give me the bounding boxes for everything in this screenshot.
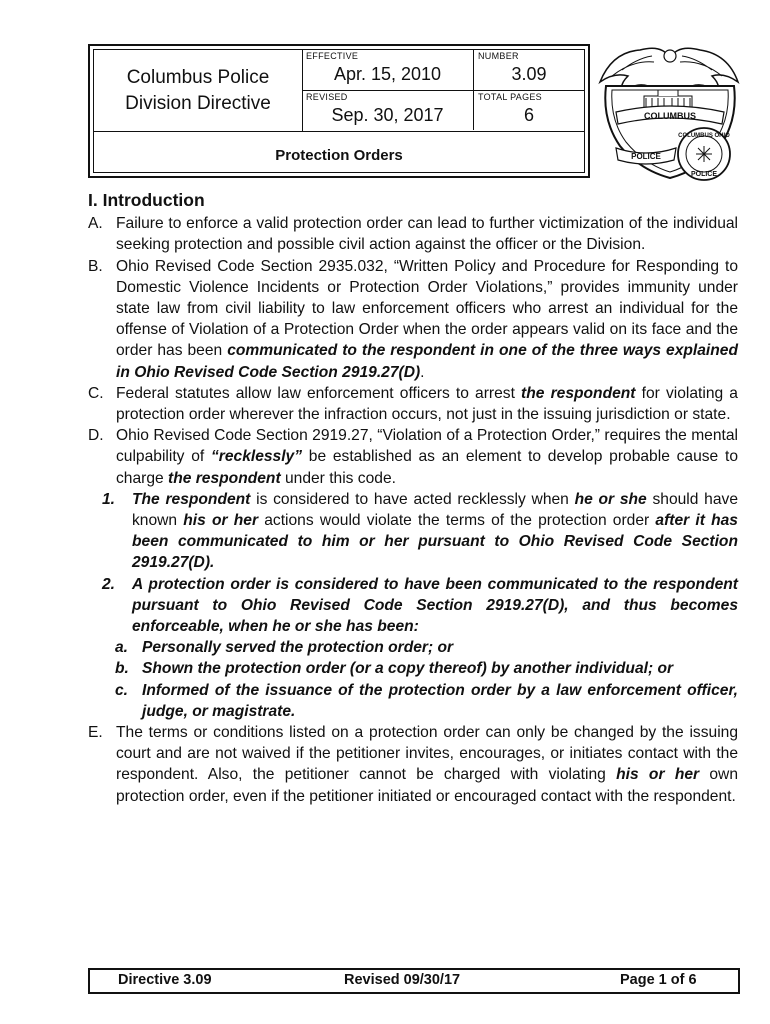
item-d-1-t1: is considered to have acted recklessly when [250,490,575,508]
item-d-1-label: 1. [102,490,116,508]
item-d-1-b3: his or her [183,512,259,530]
effective-cell [302,50,474,91]
item-b-emphasis: communicated to the respondent in one of the three ways explained in Ohio Revised Code Section 2919.27(D) [116,342,738,381]
item-a-text: Failure to enforce a valid protection order can lead to further victimization of the individual seeking protection and possible civil action against the officer or the Division. [116,215,738,254]
item-c-label: C. [88,384,104,402]
item-d-text2: be established as an element to develop probable cause to charge [116,448,738,487]
division-title-line1: Columbus Police [126,66,270,88]
directive-body [88,190,738,807]
item-d-2-text: A protection order is considered to have been communicated to the respondent pursuant to Ohio Revised Code Section 2919.27(D), and thus becomes enforceable, when he or she has been: [132,575,738,636]
item-d-2-b-label: b. [115,660,129,678]
item-d-2-c-label: c. [115,681,129,699]
number-label: NUMBER [478,51,519,61]
total-pages-cell [474,91,584,130]
item-a-label: A. [88,215,103,233]
section-title: I. Introduction [88,190,205,210]
item-c-text: Federal statutes allow law enforcement officers to arrest [116,384,522,402]
item-d-2-b-text: Shown the protection order (or a copy thereof) by another individual; or [142,660,674,678]
item-d-1 [88,489,738,574]
item-b-text: Ohio Revised Code Section 2935.032, “Written Policy and Procedure for Responding to Domestic Violence Incidents or Protection Order Violations,” provides immunity under state law from civil liability to law enforcement officers who arrest an individual for the offense of Violation of a Protection Order when the order appears valid on its face and the order has been [116,257,738,360]
item-d-2-b [88,658,738,679]
item-d-2-a [88,637,738,658]
item-b-label: B. [88,257,103,275]
item-d-emphasis: the respondent [168,469,281,487]
item-d-end: under this code. [280,469,396,487]
item-e-text: The terms or conditions listed on a protection order can only be changed by the issuing court and are not waived if the petitioner invites, encourages, or initiates contact with the respondent. Also, the petitioner cannot be charged with violating [116,724,738,784]
item-a [88,213,738,255]
seal-ring-top: COLUMBUS OHIO [678,133,730,139]
police-badge-logo [592,42,742,182]
item-e [88,722,738,807]
item-e-end: own protection order, even if the petitioner initiated or encouraged contact with the respondent. [116,766,738,805]
badge-bottom-text: POLICE [631,152,661,161]
item-d-2-a-text: Personally served the protection order; or [142,639,454,657]
footer-directive: Directive 3.09 [118,972,212,988]
seal-ring-bottom: POLICE [690,171,718,178]
directive-header [88,44,590,178]
item-c-end: for violating a protection order wherever the infraction occurs, not just in the issuing jurisdiction or state. [116,384,738,424]
footer-page: Page 1 of 6 [620,972,697,988]
item-b [88,256,738,383]
directive-number: 3.09 [511,64,547,84]
effective-date: Apr. 15, 2010 [333,64,442,84]
item-d-italic: “recklessly” [210,448,303,466]
item-d-1-b2: he or she [574,490,647,508]
revised-label: REVISED [306,92,348,102]
division-title-line2: Division Directive [125,92,271,114]
item-d [88,425,738,489]
item-b-end: . [420,363,425,381]
item-d-1-t2: should have known [132,490,738,530]
page-footer [88,968,740,994]
item-d-2-label: 2. [102,575,116,593]
total-pages-label: TOTAL PAGES [478,92,542,102]
item-d-text: Ohio Revised Code Section 2919.27, “Violation of a Protection Order,” requires the mental culpability of [116,427,738,466]
total-pages-value: 6 [523,105,534,125]
item-d-label: D. [88,427,104,445]
revised-cell [302,91,474,130]
item-e-emphasis: his or her [616,766,700,784]
item-d-2-a-label: a. [115,639,129,657]
division-title [94,50,303,131]
directive-header-inner [93,49,585,173]
footer-revised: Revised 09/30/17 [344,972,461,988]
item-c-emphasis: the respondent [521,384,636,402]
item-c [88,383,738,425]
effective-label: EFFECTIVE [306,51,359,61]
badge-icon [592,42,742,182]
item-d-2 [88,574,738,638]
item-e-label: E. [88,724,103,742]
item-d-2-c [88,680,738,722]
item-d-2-c-text: Informed of the issuance of the protection order by a law enforcement officer, judge, or magistrate. [142,681,738,720]
number-cell [474,50,584,91]
item-d-1-b1: The respondent [132,490,251,508]
revised-date: Sep. 30, 2017 [331,105,444,125]
item-d-1-b4: after it has been communicated to him or her pursuant to Ohio Revised Code Section 2919.27(D). [132,512,738,572]
directive-subject: Protection Orders [94,131,584,178]
item-d-1-t3: actions would violate the terms of the protection order [258,512,656,530]
badge-top-text: COLUMBUS [644,111,696,121]
